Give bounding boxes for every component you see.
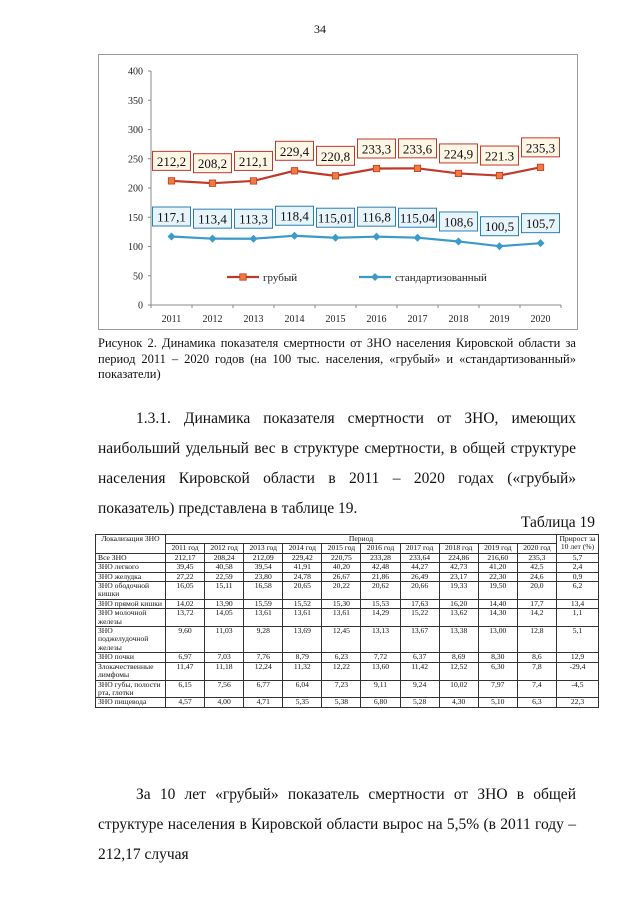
- header-year: 2019 год: [478, 544, 517, 553]
- table-cell: 14,02: [166, 599, 205, 608]
- data-point: [291, 168, 297, 174]
- table-cell: 6,15: [166, 680, 205, 698]
- x-tick-label: 2012: [202, 314, 223, 325]
- y-tick-label: 300: [128, 125, 143, 136]
- table-cell: 15,30: [322, 599, 361, 608]
- data-label: 235,3: [525, 140, 556, 156]
- data-label: 224,9: [443, 146, 474, 162]
- table-cell: 20,65: [283, 582, 322, 600]
- data-point: [455, 170, 461, 176]
- table-cell: 20,66: [400, 582, 439, 600]
- table-cell: 11,47: [166, 662, 205, 680]
- table-cell: 11,18: [205, 662, 244, 680]
- table-cell: 212,09: [244, 553, 283, 562]
- table-cell: 6,37: [400, 653, 439, 662]
- table-cell: 9,60: [166, 627, 205, 653]
- table-cell: 7,76: [244, 653, 283, 662]
- table-label: Таблица 19: [520, 514, 595, 531]
- page-number: 34: [314, 22, 326, 36]
- table-cell: 4,00: [205, 698, 244, 707]
- table-cell: 12,24: [244, 662, 283, 680]
- table-cell: 13,38: [439, 627, 478, 653]
- table-cell: 220,75: [322, 553, 361, 562]
- data-point: [209, 235, 217, 243]
- table-cell: 5,35: [283, 698, 322, 707]
- y-tick-label: 350: [128, 95, 143, 107]
- table-cell: 14,29: [361, 609, 400, 627]
- header-year: 2018 год: [439, 544, 478, 553]
- row-growth: 2,4: [557, 563, 599, 572]
- bottom-paragraph: За 10 лет «грубый» показатель смертности от ЗНО в общей структуре населения в Кировской области вырос на 5,5% (в 2011 году – 212,17 случая: [98, 786, 576, 863]
- table-cell: 11,03: [205, 627, 244, 653]
- row-growth: 5,7: [557, 553, 599, 562]
- table-cell: 15,59: [244, 599, 283, 608]
- table-cell: 224,86: [439, 553, 478, 562]
- row-localization: ЗНО молочной железы: [96, 609, 166, 627]
- table-cell: 7,8: [517, 662, 556, 680]
- data-point: [332, 173, 338, 179]
- y-tick-label: 0: [138, 300, 143, 312]
- data-point: [250, 235, 258, 243]
- data-point: [209, 180, 215, 186]
- data-label: 100,5: [484, 219, 515, 235]
- table-year-row: [96, 544, 599, 553]
- table-cell: 40,20: [322, 563, 361, 572]
- header-year: 2012 год: [205, 544, 244, 553]
- data-label: 113,3: [239, 211, 268, 227]
- table-cell: 16,20: [439, 599, 478, 608]
- row-growth: -4,5: [557, 680, 599, 698]
- row-growth: 22,3: [557, 698, 599, 707]
- table-row: [96, 662, 599, 680]
- table-cell: 19,50: [478, 582, 517, 600]
- table-cell: 212,17: [166, 553, 205, 562]
- data-point: [455, 237, 463, 245]
- table-cell: 39,45: [166, 563, 205, 572]
- table-cell: 13,62: [439, 609, 478, 627]
- data-label: 229,4: [279, 143, 310, 159]
- data-label: 118,4: [280, 208, 309, 224]
- row-localization: ЗНО пищевода: [96, 698, 166, 707]
- figure-caption: Рисунок 2. Динамика показателя смертности от ЗНО населения Кировской области за период 2011 – 2020 годов (на 100 тыс. населения, «грубый» и «стандартизованный» показатели): [98, 336, 576, 381]
- data-label: 233,3: [361, 141, 392, 157]
- table-cell: 13,72: [166, 609, 205, 627]
- table-cell: 15,22: [400, 609, 439, 627]
- table-cell: 9,11: [361, 680, 400, 698]
- table-cell: 6,3: [517, 698, 556, 707]
- table-cell: 22,59: [205, 572, 244, 581]
- table-cell: 44,27: [400, 563, 439, 572]
- table-cell: 15,53: [361, 599, 400, 608]
- data-point: [496, 172, 502, 178]
- table-cell: 233,28: [361, 553, 400, 562]
- table-cell: 5,38: [322, 698, 361, 707]
- table-cell: 9,28: [244, 627, 283, 653]
- row-localization: ЗНО легкого: [96, 563, 166, 572]
- data-point: [414, 165, 420, 171]
- table-cell: 7,56: [205, 680, 244, 698]
- row-growth: 0,9: [557, 572, 599, 581]
- x-tick-label: 2011: [161, 314, 182, 325]
- table-cell: 27,22: [166, 572, 205, 581]
- data-point: [373, 165, 379, 171]
- table-cell: 13,13: [361, 627, 400, 653]
- x-tick-label: 2015: [325, 314, 346, 325]
- table-cell: 7,03: [205, 653, 244, 662]
- table-cell: 26,49: [400, 572, 439, 581]
- data-label: 115,01: [317, 210, 354, 226]
- table-cell: 5,28: [400, 698, 439, 707]
- header-year: 2016 год: [361, 544, 400, 553]
- table-row: [96, 653, 599, 662]
- row-localization: ЗНО поджелудочной железы: [96, 627, 166, 653]
- table-cell: 13,61: [244, 609, 283, 627]
- table-cell: 6,80: [361, 698, 400, 707]
- y-tick-label: 150: [128, 212, 143, 224]
- table-cell: 15,52: [283, 599, 322, 608]
- table-body: [96, 553, 599, 707]
- data-label: 212,1: [238, 153, 269, 169]
- y-tick-label: 250: [128, 154, 143, 166]
- table-cell: 19,33: [439, 582, 478, 600]
- table-cell: 24,78: [283, 572, 322, 581]
- table-cell: 13,61: [322, 609, 361, 627]
- table-row: [96, 698, 599, 707]
- table-cell: 13,00: [478, 627, 517, 653]
- table-cell: 10,02: [439, 680, 478, 698]
- data-point: [332, 234, 340, 242]
- table-cell: 7,23: [322, 680, 361, 698]
- table-cell: 235,3: [517, 553, 556, 562]
- table-cell: 42,73: [439, 563, 478, 572]
- y-tick-label: 50: [133, 271, 143, 283]
- table-row: [96, 627, 599, 653]
- table-cell: 8,69: [439, 653, 478, 662]
- table-cell: 208,24: [205, 553, 244, 562]
- header-period: Период: [166, 535, 557, 544]
- y-tick-label: 100: [128, 242, 143, 253]
- legend-label: грубый: [263, 272, 298, 284]
- table-cell: 15,11: [205, 582, 244, 600]
- table-cell: 20,22: [322, 582, 361, 600]
- data-label: 221.3: [484, 148, 515, 164]
- data-label: 105,7: [525, 216, 556, 232]
- row-localization: ЗНО ободочной кишки: [96, 582, 166, 600]
- x-tick-label: 2014: [284, 314, 305, 325]
- table-cell: 11,42: [400, 662, 439, 680]
- header-year: 2020 год: [517, 544, 556, 553]
- table-cell: 8,30: [478, 653, 517, 662]
- table-cell: 13,60: [361, 662, 400, 680]
- data-point: [496, 242, 504, 250]
- table-cell: 21,86: [361, 572, 400, 581]
- table-cell: 42,5: [517, 563, 556, 572]
- table-cell: 233,64: [400, 553, 439, 562]
- table-row: [96, 680, 599, 698]
- table-cell: 9,24: [400, 680, 439, 698]
- mortality-line-chart: [98, 54, 578, 330]
- table-cell: 12,22: [322, 662, 361, 680]
- mortality-table: [95, 534, 599, 708]
- data-label: 212,2: [156, 153, 187, 169]
- y-tick-label: 200: [128, 183, 143, 195]
- x-tick-label: 2019: [489, 314, 510, 325]
- x-tick-label: 2018: [448, 314, 469, 325]
- row-growth: 1,1: [557, 609, 599, 627]
- row-growth: 5,1: [557, 627, 599, 653]
- legend-label: стандартизованный: [395, 272, 487, 284]
- row-localization: ЗНО почки: [96, 653, 166, 662]
- table-cell: 16,05: [166, 582, 205, 600]
- header-year: 2013 год: [244, 544, 283, 553]
- table-cell: 7,97: [478, 680, 517, 698]
- y-tick-label: 400: [128, 66, 143, 78]
- row-localization: Все ЗНО: [96, 553, 166, 562]
- x-tick-label: 2013: [243, 314, 264, 325]
- table-cell: 14,30: [478, 609, 517, 627]
- table-cell: 6,23: [322, 653, 361, 662]
- table-cell: 6,04: [283, 680, 322, 698]
- data-point: [537, 239, 545, 247]
- header-year: 2015 год: [322, 544, 361, 553]
- data-label: 115,04: [399, 210, 436, 226]
- table-cell: 13,90: [205, 599, 244, 608]
- table-cell: 41,20: [478, 563, 517, 572]
- table-cell: 8,6: [517, 653, 556, 662]
- table-cell: 40,58: [205, 563, 244, 572]
- table-cell: 229,42: [283, 553, 322, 562]
- row-growth: -29,4: [557, 662, 599, 680]
- table-cell: 6,97: [166, 653, 205, 662]
- data-label: 233,6: [402, 141, 433, 157]
- table-cell: 26,67: [322, 572, 361, 581]
- x-tick-label: 2017: [407, 314, 428, 325]
- data-point: [250, 178, 256, 184]
- data-point: [291, 232, 299, 240]
- x-tick-label: 2016: [366, 314, 387, 325]
- data-label: 208,2: [197, 156, 228, 172]
- data-point: [373, 233, 381, 241]
- table-cell: 14,40: [478, 599, 517, 608]
- data-label: 220,8: [320, 148, 351, 164]
- x-tick-label: 2020: [530, 314, 551, 325]
- table-cell: 22,30: [478, 572, 517, 581]
- data-label: 108,6: [443, 214, 474, 230]
- series-line-1: [172, 236, 541, 246]
- data-label: 113,4: [198, 211, 227, 227]
- table-cell: 42,48: [361, 563, 400, 572]
- table-cell: 39,54: [244, 563, 283, 572]
- legend-marker: [371, 273, 379, 281]
- table-cell: 5,10: [478, 698, 517, 707]
- table-cell: 6,30: [478, 662, 517, 680]
- table-cell: 24,6: [517, 572, 556, 581]
- legend-marker: [240, 274, 246, 280]
- table-row: [96, 609, 599, 627]
- table-cell: 4,71: [244, 698, 283, 707]
- table-cell: 16,58: [244, 582, 283, 600]
- table-cell: 13,67: [400, 627, 439, 653]
- table-cell: 20,0: [517, 582, 556, 600]
- row-localization: Злокачественные лимфомы: [96, 662, 166, 680]
- table-cell: 8,79: [283, 653, 322, 662]
- table-cell: 20,62: [361, 582, 400, 600]
- data-point: [168, 232, 176, 240]
- row-localization: ЗНО губы, полости рта, глотки: [96, 680, 166, 698]
- table-cell: 17,7: [517, 599, 556, 608]
- header-growth: Прирост за 10 лет (%): [557, 535, 599, 554]
- data-label: 116,8: [362, 209, 391, 225]
- chart-svg: [99, 55, 577, 329]
- table-cell: 14,05: [205, 609, 244, 627]
- section-paragraph: 1.3.1. Динамика показателя смертности от ЗНО, имеющих наибольший удельный вес в структуре смертности, в общей структуре населения Кировской области в 2011 – 2020 годах («грубый» показатель) представлена в таблице 19.: [98, 410, 576, 517]
- table-cell: 14,2: [517, 609, 556, 627]
- table-cell: 11,32: [283, 662, 322, 680]
- row-localization: ЗНО желудка: [96, 572, 166, 581]
- table-cell: 12,52: [439, 662, 478, 680]
- data-label: 117,1: [157, 209, 186, 225]
- header-year: 2014 год: [283, 544, 322, 553]
- table-cell: 7,72: [361, 653, 400, 662]
- table-cell: 12,8: [517, 627, 556, 653]
- data-point: [168, 178, 174, 184]
- table-cell: 13,61: [283, 609, 322, 627]
- header-localization: Локализация ЗНО: [96, 535, 166, 554]
- table-row: [96, 582, 599, 600]
- table-cell: 216,60: [478, 553, 517, 562]
- header-year: 2017 год: [400, 544, 439, 553]
- table-cell: 12,45: [322, 627, 361, 653]
- row-growth: 13,4: [557, 599, 599, 608]
- table-cell: 23,80: [244, 572, 283, 581]
- table-cell: 13,69: [283, 627, 322, 653]
- table-cell: 6,77: [244, 680, 283, 698]
- table-cell: 17,63: [400, 599, 439, 608]
- table-row: [96, 563, 599, 572]
- table-cell: 7,4: [517, 680, 556, 698]
- header-year: 2011 год: [166, 544, 205, 553]
- table-cell: 41,91: [283, 563, 322, 572]
- row-localization: ЗНО прямой кишки: [96, 599, 166, 608]
- row-growth: 12,9: [557, 653, 599, 662]
- table-cell: 4,57: [166, 698, 205, 707]
- data-point: [414, 234, 422, 242]
- table-cell: 23,17: [439, 572, 478, 581]
- row-growth: 6,2: [557, 582, 599, 600]
- table-cell: 4,30: [439, 698, 478, 707]
- data-point: [537, 164, 543, 170]
